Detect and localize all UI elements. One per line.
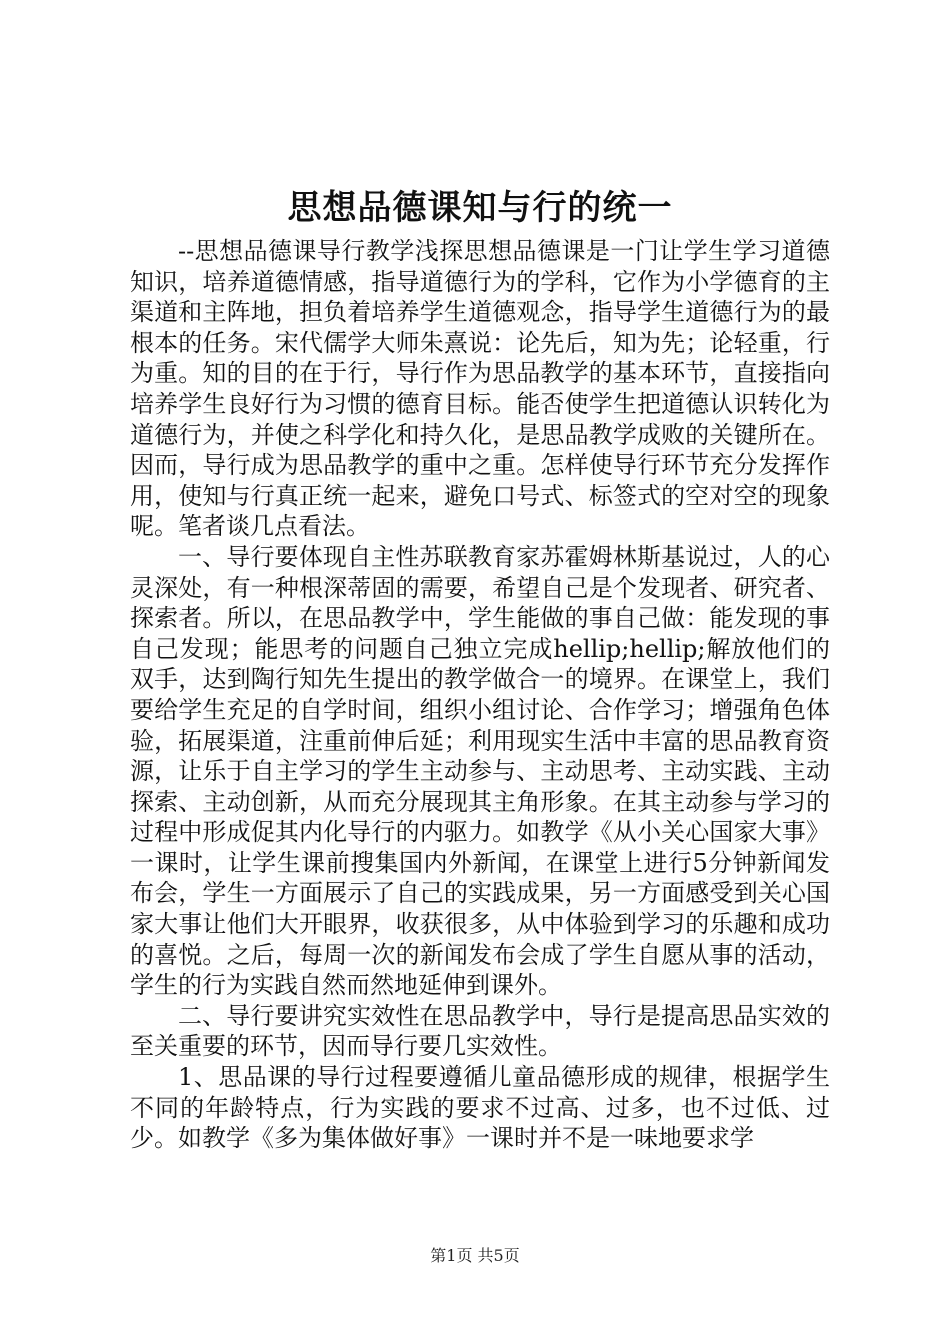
paragraph-intro: --思想品德课导行教学浅探思想品德课是一门让学生学习道德知识，培养道德情感，指导道德行为的学科，它作为小学德育的主渠道和主阵地，担负着培养学生道德观念，指导学生道德行为的最根本的任务。宋代儒学大师朱熹说：论先后，知为先；论轻重，行为重。知的目的在于行，导行作为思品教学的基本环节，直接指向培养学生良好行为习惯的德育目标。能否使学生把道德认识转化为道德行为，并使之科学化和持久化，是思品教学成败的关键所在。因而，导行成为思品教学的重中之重。怎样使导行环节充分发挥作用，使知与行真正统一起来，避免口号式、标签式的空对空的现象呢。笔者谈几点看法。	[130, 237, 830, 541]
document-body	[130, 236, 830, 1154]
page-number-footer: 第1页 共5页	[430, 1246, 520, 1265]
paragraph-section-one: 一、导行要体现自主性苏联教育家苏霍姆林斯基说过，人的心灵深处，有一种根深蒂固的需要，希望自己是个发现者、研究者、探索者。所以，在思品教学中，学生能做的事自己做：能发现的事自己发现；能思考的问题自己独立完成hellip;hellip;解放他们的双手，达到陶行知先生提出的教学做合一的境界。在课堂上，我们要给学生充足的自学时间，组织小组讨论、合作学习；增强角色体验，拓展渠道，注重前伸后延；利用现实生活中丰富的思品教育资源，让乐于自主学习的学生主动参与、主动思考、主动实践、主动探索、主动创新，从而充分展现其主角形象。在其主动参与学习的过程中形成促其内化导行的内驱力。如教学《从小关心国家大事》一课时，让学生课前搜集国内外新闻，在课堂上进行5分钟新闻发布会，学生一方面展示了自己的实践成果，另一方面感受到关心国家大事让他们大开眼界，收获很多，从中体验到学习的乐趣和成功的喜悦。之后，每周一次的新闻发布会成了学生自愿从事的活动，学生的行为实践自然而然地延伸到课外。	[130, 542, 830, 1000]
document-title: 思想品德课知与行的统一	[287, 188, 673, 228]
paragraph-point-one: 1、思品课的导行过程要遵循儿童品德形成的规律，根据学生不同的年龄特点，行为实践的要求不过高、过多，也不过低、过少。如教学《多为集体做好事》一课时并不是一味地要求学	[130, 1063, 830, 1153]
paragraph-section-two: 二、导行要讲究实效性在思品教学中，导行是提高思品实效的至关重要的环节，因而导行要几实效性。	[130, 1001, 830, 1061]
